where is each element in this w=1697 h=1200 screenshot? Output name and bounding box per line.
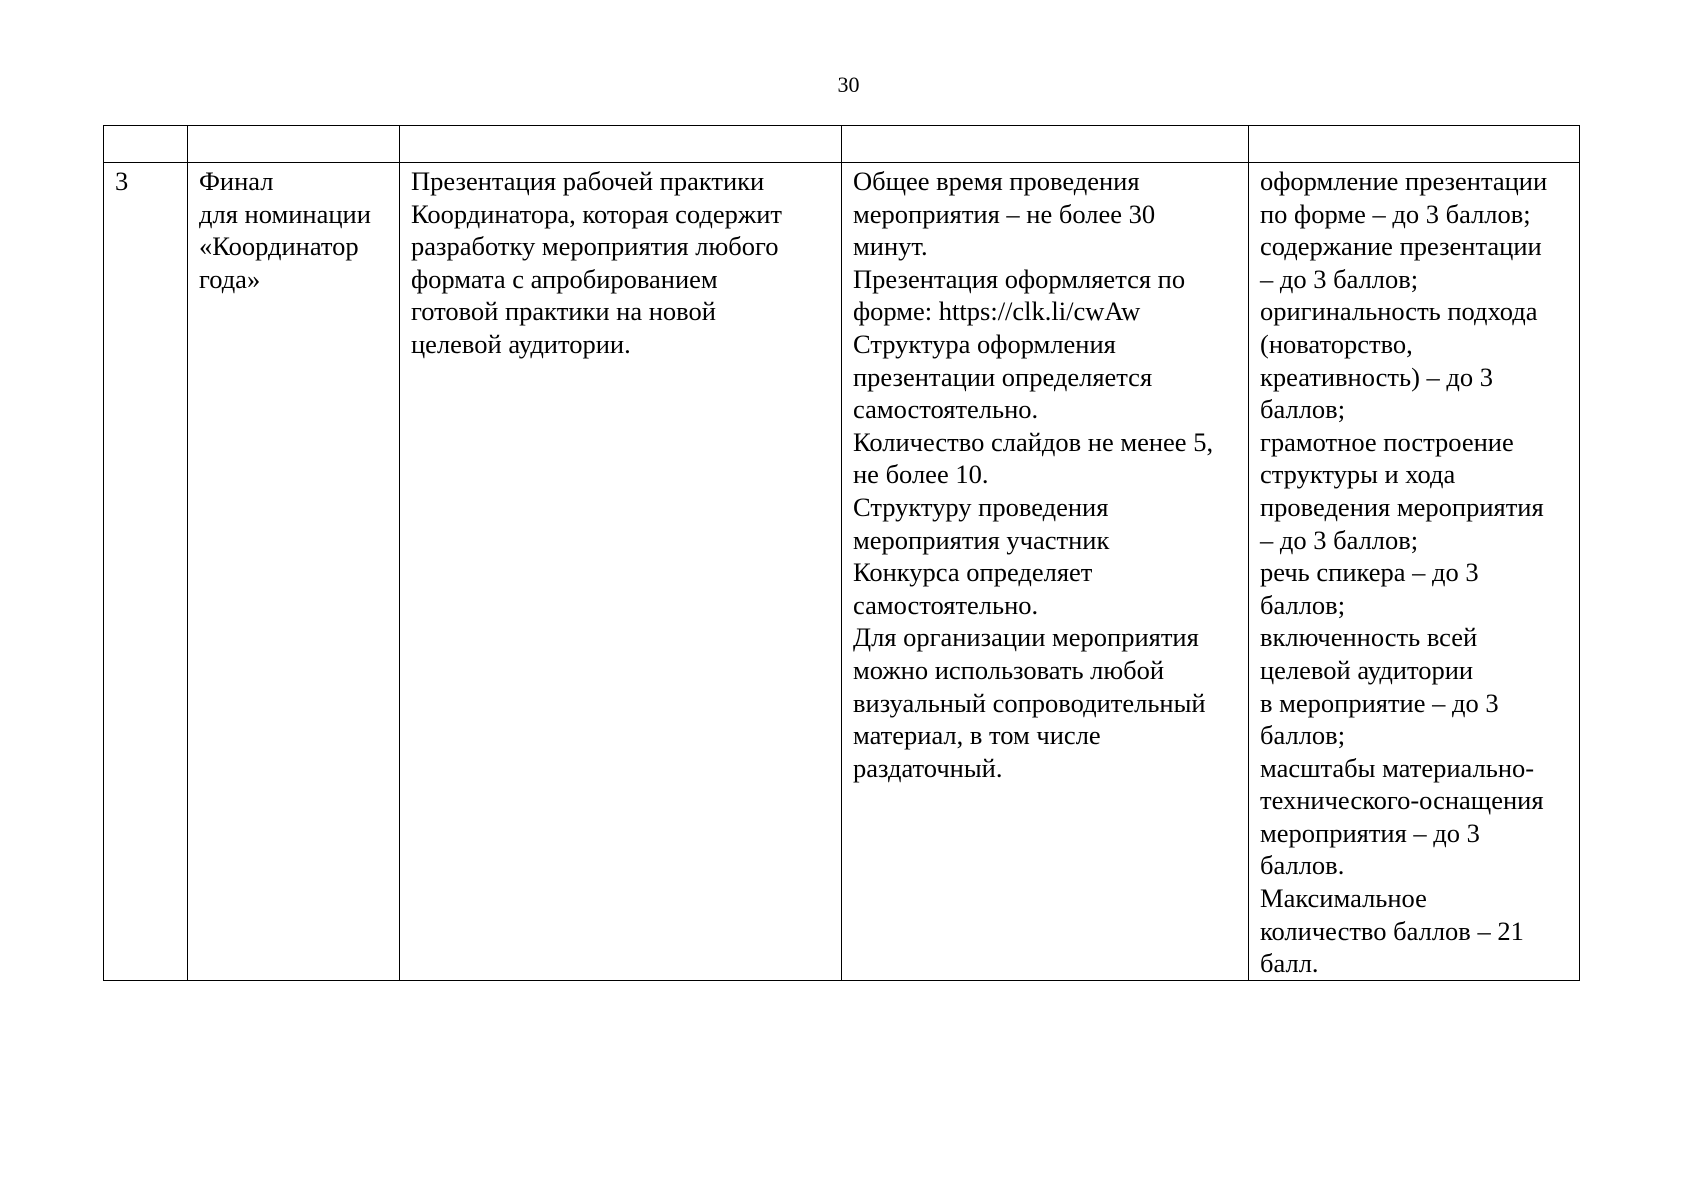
text-line: презентации определяется xyxy=(853,361,1153,392)
text-line: речь спикера – до 3 xyxy=(1260,557,1479,588)
text-line: структуры и хода xyxy=(1260,459,1456,490)
text-line: мероприятия – до 3 xyxy=(1260,817,1480,848)
text-line: содержание презентации xyxy=(1260,231,1542,262)
row-number: 3 xyxy=(115,166,129,196)
text-line: проведения мероприятия xyxy=(1260,491,1544,522)
stage-cell xyxy=(188,163,400,981)
blank-header-row xyxy=(104,126,1580,163)
text-line: «Координатор xyxy=(199,231,359,262)
text-line: количество баллов – 21 xyxy=(1260,915,1524,946)
text-line: готовой практики на новой xyxy=(411,296,716,327)
text-line: визуальный сопроводительный xyxy=(853,687,1206,718)
text-line: Структуру проведения xyxy=(853,491,1109,522)
page-number: 30 xyxy=(837,72,860,97)
text-line: года» xyxy=(199,263,261,294)
text-line: Для организации мероприятия xyxy=(853,622,1199,653)
format-cell xyxy=(842,163,1249,981)
text-line: можно использовать любой xyxy=(853,654,1165,685)
text-line: разработку мероприятия любого xyxy=(411,231,779,262)
text-line: Презентация оформляется по xyxy=(853,263,1186,294)
text-line: материал, в том числе xyxy=(853,720,1101,751)
text-line: не более 10. xyxy=(853,459,989,490)
text-line: мероприятия участник xyxy=(853,524,1110,555)
text-line: целевой аудитории xyxy=(1260,654,1474,685)
format-text xyxy=(853,165,1239,784)
text-line: масштабы материально- xyxy=(1260,752,1535,783)
text-line: мероприятия – не более 30 xyxy=(853,198,1156,229)
text-line: в мероприятие – до 3 xyxy=(1260,687,1499,718)
task-cell xyxy=(400,163,842,981)
text-line: целевой аудитории. xyxy=(411,328,631,359)
text-line: балл. xyxy=(1260,948,1319,979)
text-line: Финал xyxy=(199,166,274,196)
criteria-text xyxy=(1260,165,1570,980)
text-line: баллов; xyxy=(1260,589,1346,620)
text-line: форме: https://clk.li/cwAw xyxy=(853,296,1141,327)
blank-cell xyxy=(842,126,1249,163)
text-line: – до 3 баллов; xyxy=(1260,524,1419,555)
criteria-cell xyxy=(1249,163,1580,981)
text-line: формата с апробированием xyxy=(411,263,718,294)
text-line: оригинальность подхода xyxy=(1260,296,1538,327)
text-line: баллов; xyxy=(1260,720,1346,751)
text-line: Структура оформления xyxy=(853,328,1116,359)
text-line: Конкурса определяет xyxy=(853,557,1093,588)
text-line: креативность) – до 3 xyxy=(1260,361,1494,392)
blank-cell xyxy=(188,126,400,163)
text-line: технического-оснащения xyxy=(1260,785,1544,816)
text-line: Презентация рабочей практики xyxy=(411,166,765,196)
competition-table xyxy=(103,125,1580,981)
text-line: для номинации xyxy=(199,198,371,229)
text-line: баллов. xyxy=(1260,850,1345,881)
text-line: Количество слайдов не менее 5, xyxy=(853,426,1214,457)
text-line: Координатора, которая содержит xyxy=(411,198,782,229)
text-line: Максимальное xyxy=(1260,883,1427,914)
text-line: оформление презентации xyxy=(1260,166,1548,196)
text-line: самостоятельно. xyxy=(853,394,1039,425)
text-line: минут. xyxy=(853,231,928,262)
text-line: самостоятельно. xyxy=(853,589,1039,620)
text-line: раздаточный. xyxy=(853,752,1003,783)
stage-text xyxy=(199,165,390,295)
text-line: (новаторство, xyxy=(1260,328,1413,359)
blank-cell xyxy=(1249,126,1580,163)
text-line: Общее время проведения xyxy=(853,166,1140,196)
text-line: по форме – до 3 баллов; xyxy=(1260,198,1531,229)
text-line: баллов; xyxy=(1260,394,1346,425)
table-row xyxy=(104,163,1580,981)
text-line: грамотное построение xyxy=(1260,426,1514,457)
text-line: включенность всей xyxy=(1260,622,1478,653)
blank-cell xyxy=(104,126,188,163)
text-line: – до 3 баллов; xyxy=(1260,263,1419,294)
blank-cell xyxy=(400,126,842,163)
row-number-cell xyxy=(104,163,188,981)
task-text xyxy=(411,165,832,361)
